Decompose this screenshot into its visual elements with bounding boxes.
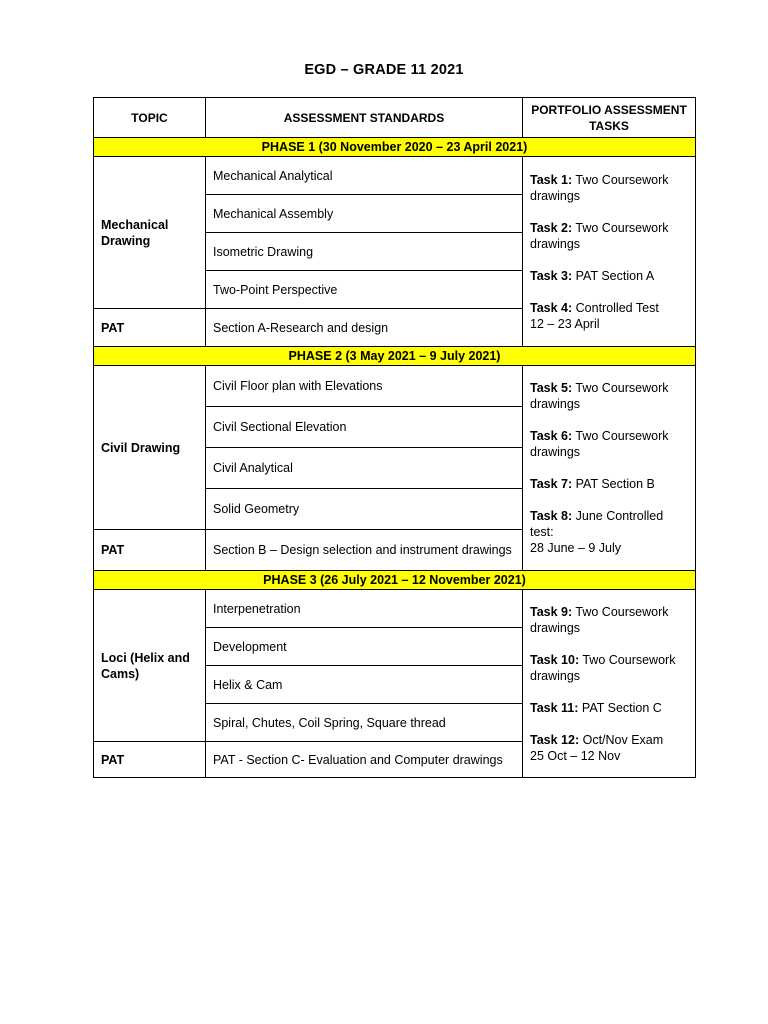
standard-cell: Mechanical Assembly — [206, 195, 523, 233]
pat-standard-cell: Section A-Research and design — [206, 309, 523, 347]
standard-cell: Solid Geometry — [206, 489, 523, 530]
task-item: Task 3: PAT Section A — [530, 268, 655, 283]
standard-cell: Civil Sectional Elevation — [206, 407, 523, 448]
standard-cell: Two-Point Perspective — [206, 271, 523, 309]
task-item: Task 1: Two Coursework drawings — [530, 172, 669, 203]
standard-cell: Mechanical Analytical — [206, 157, 523, 195]
document-title: EGD – GRADE 11 2021 — [304, 62, 464, 78]
standard-cell: Civil Floor plan with Elevations — [206, 366, 523, 407]
pat-topic-cell: PAT — [94, 530, 206, 571]
header-tasks: PORTFOLIO ASSESSMENT TASKS — [523, 98, 696, 138]
assessment-table — [93, 97, 696, 778]
task-item: Task 9: Two Coursework drawings — [530, 604, 669, 635]
tasks-cell — [523, 590, 696, 778]
table-row — [94, 157, 696, 195]
task-item: Task 12: Oct/Nov Exam 25 Oct – 12 Nov — [530, 732, 664, 763]
task-item: Task 8: June Controlled test: 28 June – 9 July — [530, 509, 664, 555]
standard-cell: Civil Analytical — [206, 448, 523, 489]
phase-label: PHASE 3 (26 July 2021 – 12 November 2021) — [94, 571, 696, 590]
header-standards: ASSESSMENT STANDARDS — [206, 98, 523, 138]
topic-cell: Civil Drawing — [94, 366, 206, 530]
topic-cell: Mechanical Drawing — [94, 157, 206, 309]
header-row — [94, 98, 696, 138]
table-row — [94, 590, 696, 628]
phase-label: PHASE 2 (3 May 2021 – 9 July 2021) — [94, 347, 696, 366]
pat-topic-cell: PAT — [94, 309, 206, 347]
standard-cell: Helix & Cam — [206, 666, 523, 704]
standard-cell: Development — [206, 628, 523, 666]
topic-cell: Loci (Helix and Cams) — [94, 590, 206, 742]
task-item: Task 4: Controlled Test 12 – 23 April — [530, 300, 659, 331]
standard-cell: Isometric Drawing — [206, 233, 523, 271]
pat-standard-cell: Section B – Design selection and instrument drawings — [206, 530, 523, 571]
header-topic: TOPIC — [94, 98, 206, 138]
task-item: Task 10: Two Coursework drawings — [530, 652, 676, 683]
standard-cell: Interpenetration — [206, 590, 523, 628]
standard-cell: Spiral, Chutes, Coil Spring, Square thread — [206, 704, 523, 742]
pat-topic-cell: PAT — [94, 742, 206, 778]
task-item: Task 5: Two Coursework drawings — [530, 381, 669, 411]
task-item: Task 7: PAT Section B — [530, 477, 655, 491]
task-item: Task 6: Two Coursework drawings — [530, 429, 669, 459]
pat-standard-cell: PAT - Section C- Evaluation and Computer drawings — [206, 742, 523, 778]
tasks-cell — [523, 366, 696, 571]
phase-row — [94, 571, 696, 590]
phase-row — [94, 347, 696, 366]
table-row — [94, 366, 696, 407]
tasks-cell — [523, 157, 696, 347]
task-item: Task 2: Two Coursework drawings — [530, 220, 669, 251]
phase-label: PHASE 1 (30 November 2020 – 23 April 2021) — [94, 138, 696, 157]
phase-row — [94, 138, 696, 157]
task-item: Task 11: PAT Section C — [530, 700, 662, 715]
